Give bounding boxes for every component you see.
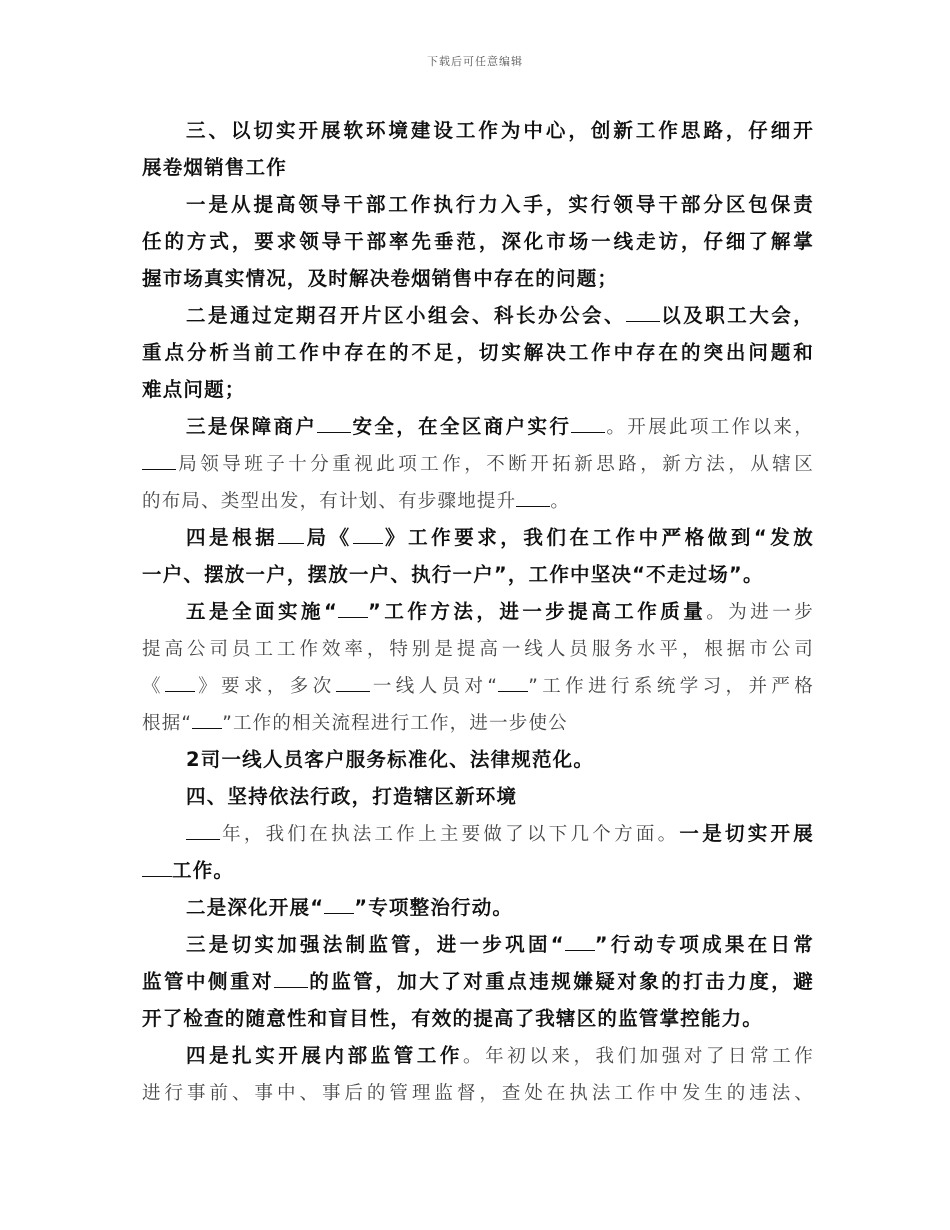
blank-underline [186,819,220,840]
text-segment: ”工作的相关流程进行工作，进一步使公 [222,713,568,734]
text-line [142,297,814,334]
text-line [142,1074,814,1111]
text-segment: ”行动专项成果在日常 [594,933,814,956]
text-line [142,371,814,408]
text-line [142,630,814,667]
text-segment: 《 [142,676,165,697]
text-segment: 四是根据 [186,526,279,549]
text-segment: 开了检查的随意性和盲目性，有效的提高了我辖区的监管掌控能力。 [142,1007,764,1030]
text-line [142,778,814,815]
text-segment: 三是保障商户 [186,415,318,438]
text-segment: ”工作方法，进一步提高工作质量 [368,600,707,623]
text-line [142,482,814,519]
text-segment: 工作。 [172,859,235,882]
document-body [142,112,814,1111]
text-segment: 三是切实加强法制监管，进一步巩固“ [186,933,565,956]
text-line [142,334,814,371]
text-segment: 。 [550,491,571,512]
text-line [142,889,814,926]
blank-underline [353,523,383,544]
text-line [142,519,814,556]
text-segment: 》工作要求，我们在工作中严格做到“发放 [382,526,814,549]
blank-underline [571,412,605,433]
text-line [142,852,814,889]
text-segment: 。年初以来，我们加强对了日常工作 [463,1046,815,1067]
text-segment: 五是全面实施“ [186,600,339,623]
blank-underline [626,301,660,322]
text-line [142,704,814,741]
text-segment: 局领导班子十分重视此项工作，不断开拓新思路，新方法，从辖区 [176,454,814,475]
text-segment: 握市场真实情况，及时解决卷烟销售中存在的问题； [142,267,619,290]
text-segment: 。开展此项工作以来， [605,417,814,438]
text-line [142,1037,814,1074]
blank-underline [142,449,176,470]
blank-underline [165,671,195,692]
text-line [142,556,814,593]
text-line [142,223,814,260]
blank-underline [498,671,528,692]
text-segment: 。为进一步 [706,602,814,623]
text-segment: 四、坚持依法行政，打造辖区新环境 [186,785,518,808]
text-segment: 2司一线人员客户服务标准化、法律规范化。 [186,748,595,771]
text-line [142,408,814,445]
page-header: 下载后可任意编辑 [427,55,523,68]
blank-underline [142,856,172,877]
text-line [142,1000,814,1037]
text-segment: 根据“ [142,713,193,734]
text-line [142,815,814,852]
text-segment: 二是通过定期召开片区小组会、科长办公会、 [186,304,626,327]
blank-underline [192,708,222,729]
text-line [142,186,814,223]
text-segment: 重点分析当前工作中存在的不足，切实解决工作中存在的突出问题和 [142,341,814,364]
text-segment: 四是扎实开展内部监管工作 [186,1044,464,1067]
text-segment: 一是切实开展 [679,822,815,845]
text-line [142,926,814,963]
text-segment: 二是深化开展“ [186,896,325,919]
text-segment: 一线人员对“ [369,676,499,697]
text-segment: ”工作进行系统学习，并严格 [528,676,815,697]
text-segment: 提高公司员工工作效率，特别是提高一线人员服务水平，根据市公司 [142,639,814,660]
text-segment: 》要求，多次 [194,676,336,697]
text-segment: 的布局、类型出发，有计划、有步骤地提升 [142,491,517,512]
text-line [142,963,814,1000]
text-line [142,260,814,297]
text-segment: 任的方式，要求领导干部率先垂范，深化市场一线走访，仔细了解掌 [142,230,814,253]
text-segment: 安全，在全区商户实行 [351,415,572,438]
text-segment: ”专项整治行动。 [354,896,514,919]
blank-underline [565,930,595,951]
text-segment: 一是从提高领导干部工作执行力入手，实行领导干部分区包保责 [186,193,814,216]
text-line [142,667,814,704]
blank-underline [278,523,304,544]
blank-underline [338,597,368,618]
text-segment: 监管中侧重对 [142,970,274,993]
text-segment: 年，我们在执法工作上主要做了以下几个方面。 [220,824,680,845]
text-segment: 一户、摆放一户，摆放一户、执行一户”，工作中坚决“不走过场”。 [142,563,764,586]
text-segment: 展卷烟销售工作 [142,156,287,179]
blank-underline [516,486,550,507]
text-segment: 的监管，加大了对重点违规嫌疑对象的打击力度，避 [308,970,814,993]
text-segment: 三、以切实开展软环境建设工作为中心，创新工作思路，仔细开 [186,119,814,142]
blank-underline [324,893,354,914]
text-segment: 难点问题； [142,378,246,401]
text-line [142,593,814,630]
blank-underline [274,967,308,988]
text-segment: 局《 [304,526,353,549]
text-segment: 以及职工大会， [659,304,814,327]
text-line [142,149,814,186]
text-segment: 进行事前、事中、事后的管理监督，查处在执法工作中发生的违法、 [142,1083,814,1104]
text-line [142,741,814,778]
blank-underline [317,412,351,433]
blank-underline [336,671,370,692]
text-line [142,112,814,149]
text-line [142,445,814,482]
